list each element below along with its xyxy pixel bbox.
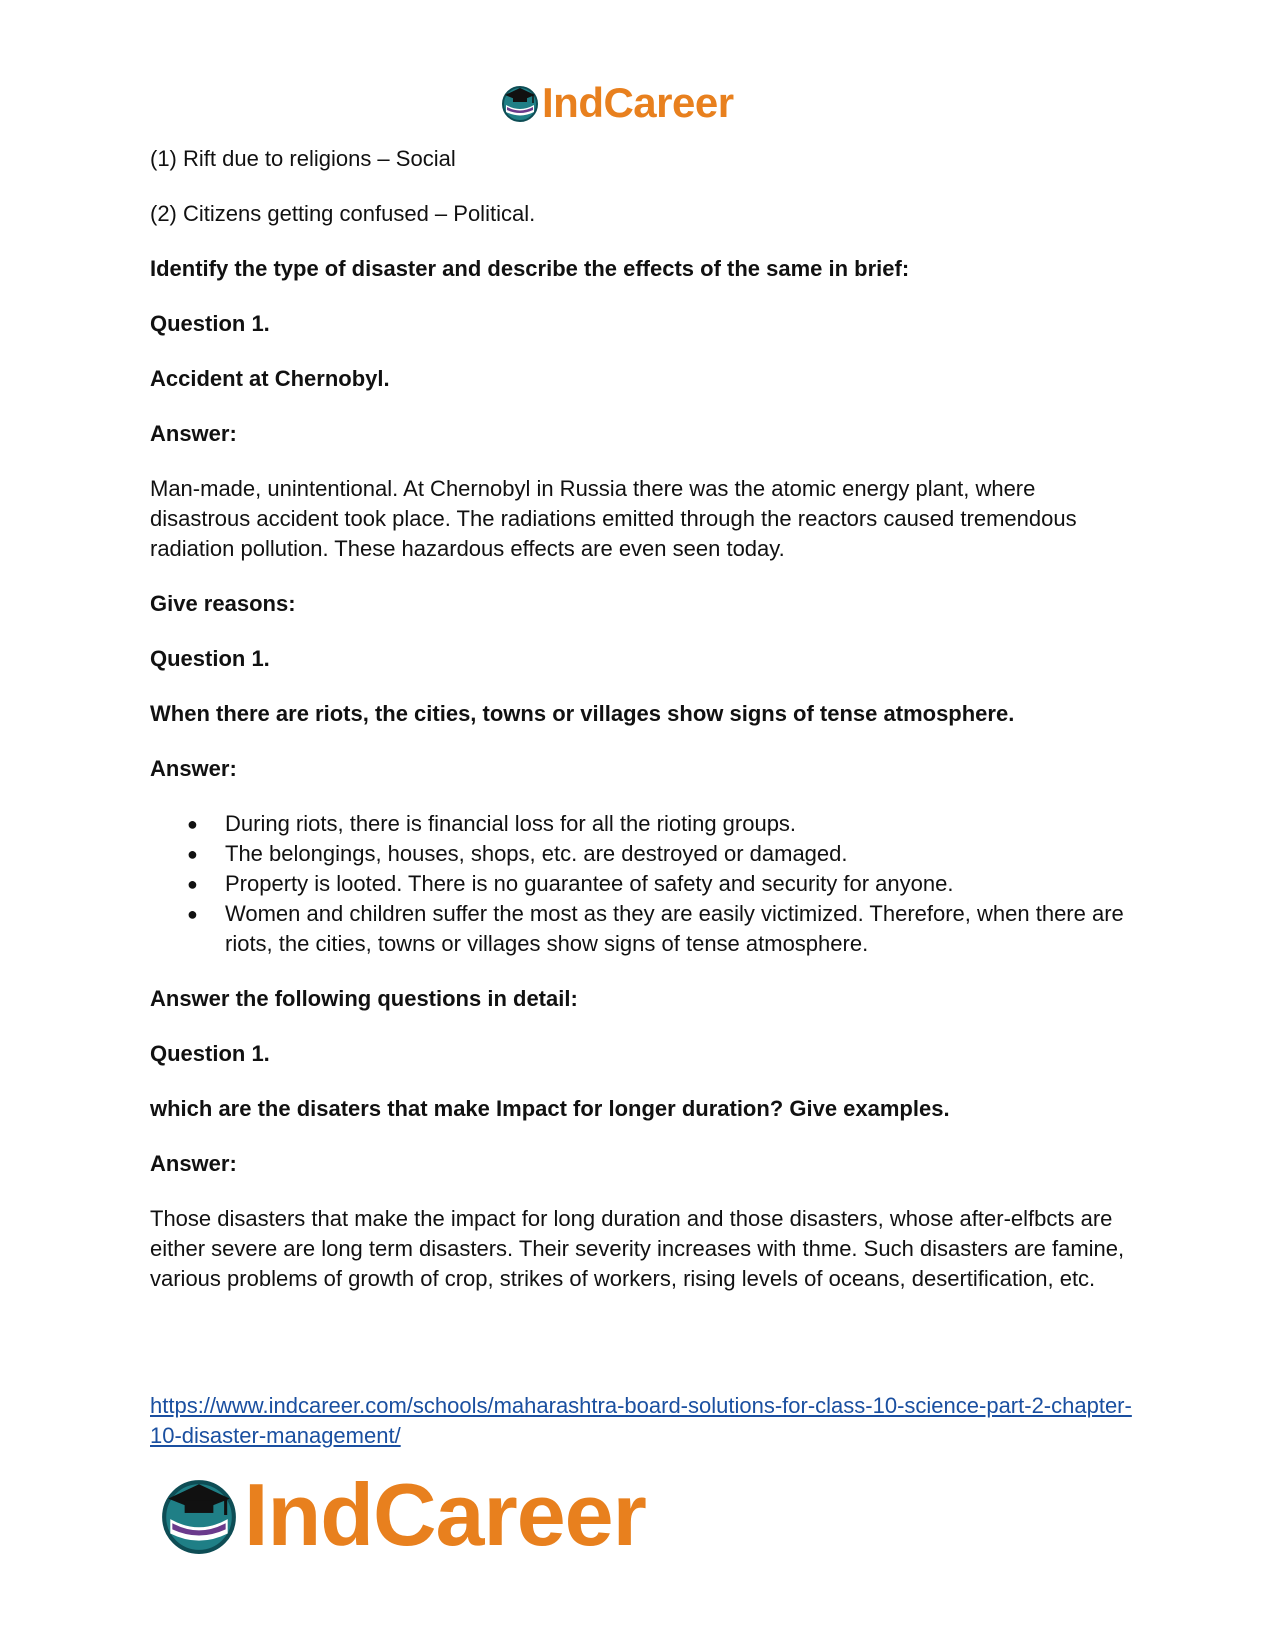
question-number: Question 1. [150, 646, 270, 671]
logo-text: IndCareer [244, 1465, 646, 1564]
question-text: which are the disaters that make Impact for longer duration? Give examples. [150, 1096, 950, 1121]
bullet-list [150, 809, 1135, 959]
question-number: Question 1. [150, 311, 270, 336]
paragraph: (1) Rift due to religions – Social [150, 146, 456, 171]
graduation-cap-book-globe-icon [158, 1474, 240, 1556]
list-item: ● Women and children suffer the most as they are easily victimized. Therefore, when there are riots, the cities, towns or villages show signs of tense atmosphere. [225, 899, 1135, 959]
list-item: ● Property is looted. There is no guarantee of safety and security for anyone. [225, 869, 1135, 899]
answer-label: Answer: [150, 1151, 237, 1176]
answer-label: Answer: [150, 421, 237, 446]
logo-text: IndCareer [542, 79, 734, 126]
paragraph: (2) Citizens getting confused – Political. [150, 201, 536, 226]
answer-text: Man-made, unintentional. At Chernobyl in Russia there was the atomic energy plant, where disastrous accident took place. The radiations emitted through the reactors caused tremendous radiation pollution. These hazardous effects are even seen today. [150, 476, 1077, 561]
source-link[interactable]: https://www.indcareer.com/schools/maharashtra-board-solutions-for-class-10-science-part-2-chapter-10-disaster-management/ [150, 1393, 1132, 1448]
question-text: Accident at Chernobyl. [150, 366, 390, 391]
answer-text: Those disasters that make the impact for long duration and those disasters, whose after-elfbcts are either severe are long term disasters. Their severity increases with thme. Such disasters are famine, various problems of growth of crop, strikes of workers, rising levels of oceans, desertification, etc. [150, 1206, 1125, 1291]
answer-label: Answer: [150, 756, 237, 781]
question-number: Question 1. [150, 1041, 270, 1066]
section-heading: Answer the following questions in detail: [150, 986, 578, 1011]
document-body [150, 144, 1135, 1319]
graduation-cap-book-globe-icon [500, 83, 540, 123]
list-item: ● The belongings, houses, shops, etc. are destroyed or damaged. [225, 839, 1135, 869]
list-item: ● During riots, there is financial loss for all the rioting groups. [225, 809, 1135, 839]
header-logo [500, 78, 734, 128]
section-heading: Identify the type of disaster and describe the effects of the same in brief: [150, 256, 910, 281]
question-text: When there are riots, the cities, towns or villages show signs of tense atmosphere. [150, 701, 1015, 726]
section-heading: Give reasons: [150, 591, 296, 616]
footer-logo [158, 1465, 646, 1564]
